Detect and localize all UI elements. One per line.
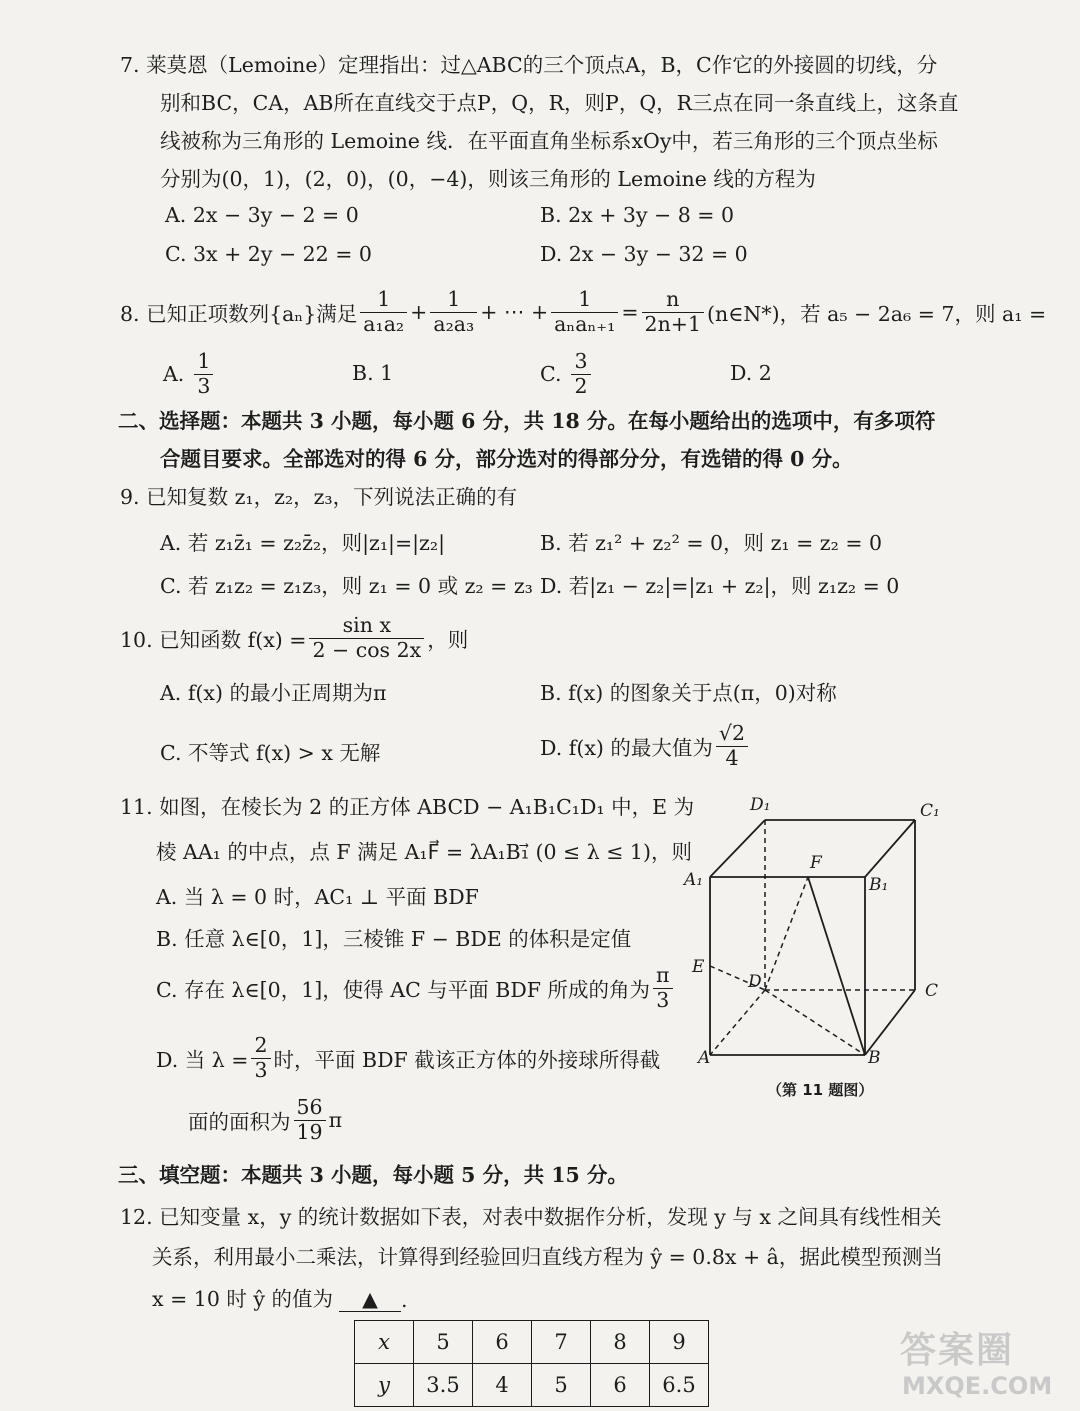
label-b: B xyxy=(868,1048,881,1068)
q10-stem xyxy=(120,608,468,668)
q10-suffix: ，则 xyxy=(427,628,469,652)
q11-d2-prefix: 面的面积为 xyxy=(188,1110,291,1134)
q11-d2-fraction xyxy=(294,1096,326,1144)
q11-c-den: 3 xyxy=(656,987,670,1012)
table-cell: 4 xyxy=(473,1364,532,1407)
q8-c-num: 3 xyxy=(571,350,590,375)
section-2-heading: 二、选择题：本题共 3 小题，每小题 6 分，共 18 分。在每小题给出的选项中，有多项符 xyxy=(118,409,936,433)
q8-a-den: 3 xyxy=(197,373,211,398)
table-row-x xyxy=(355,1321,709,1364)
watermark-logo: 答案圈 xyxy=(900,1330,1015,1371)
q8-prefix: 8. 已知正项数列{aₙ}满足 xyxy=(120,302,358,326)
q11-line-2: 棱 AA₁ 的中点，点 F 满足 A₁F⃗ = λA₁B₁⃗ (0 ≤ λ ≤ 1)，则 xyxy=(156,840,692,864)
table-cell: x xyxy=(355,1321,414,1364)
q11-option-c xyxy=(156,958,676,1018)
table-cell: 5 xyxy=(414,1321,473,1364)
label-d: D xyxy=(748,972,762,992)
q12-data-table xyxy=(354,1320,709,1407)
q8-f2-den: a₂a₃ xyxy=(433,311,475,336)
q8-c-den: 2 xyxy=(574,373,588,398)
q11-d-den: 3 xyxy=(254,1057,268,1082)
q8-option-a xyxy=(163,346,216,402)
q11-option-b: B. 任意 λ∈[0，1]，三棱锥 F − BDE 的体积是定值 xyxy=(156,927,632,951)
q8-f2-num: 1 xyxy=(430,288,477,313)
label-b1: B₁ xyxy=(869,875,889,895)
label-d1: D₁ xyxy=(750,795,771,815)
q8-option-a-label: A. xyxy=(163,362,185,386)
q7-option-b: B. 2x + 3y − 8 = 0 xyxy=(540,203,735,227)
q12-l3-suffix: . xyxy=(401,1288,408,1312)
q8-f4-den: 2n+1 xyxy=(644,311,702,336)
q8-f1-den: a₁a₂ xyxy=(363,311,405,336)
label-c1: C₁ xyxy=(920,801,940,821)
q10-d-fraction xyxy=(716,722,748,770)
q11-d2-den: 19 xyxy=(296,1119,323,1144)
q7-line-4: 分别为(0，1)，(2，0)，(0，−4)，则该三角形的 Lemoine 线的方程为 xyxy=(160,167,816,191)
q8-stem xyxy=(120,282,1046,342)
q10-num: sin x xyxy=(309,614,424,639)
table-cell: 6 xyxy=(591,1364,650,1407)
q10-option-d xyxy=(540,716,751,776)
q10-prefix: 10. 已知函数 f(x) = xyxy=(120,628,307,652)
q12-line-2: 关系，利用最小二乘法，计算得到经验回归直线方程为 ŷ = 0.8x + â，据此模型预测当 xyxy=(152,1245,943,1269)
q12-line-1: 12. 已知变量 x，y 的统计数据如下表，对表中数据作分析，发现 y 与 x 之间具有线性相关 xyxy=(120,1205,942,1229)
q11-option-d xyxy=(156,1028,660,1088)
section-3-heading: 三、填空题：本题共 3 小题，每小题 5 分，共 15 分。 xyxy=(118,1163,628,1187)
q11-c-prefix: C. 存在 λ∈[0，1]，使得 AC 与平面 BDF 所成的角为 xyxy=(156,978,651,1002)
table-row-y xyxy=(355,1364,709,1407)
q8-option-a-fraction xyxy=(194,350,213,398)
figure-caption: （第 11 题图） xyxy=(767,1081,874,1099)
q7-option-a: A. 2x − 3y − 2 = 0 xyxy=(165,203,359,227)
q9-option-c: C. 若 z₁z₂ = z₁z₃，则 z₁ = 0 或 z₂ = z₃ xyxy=(160,574,533,598)
q7-option-c: C. 3x + 2y − 22 = 0 xyxy=(165,242,372,266)
segment-d-b-hidden xyxy=(765,990,865,1055)
table-cell: 5 xyxy=(532,1364,591,1407)
q9-option-b: B. 若 z₁² + z₂² = 0，则 z₁ = z₂ = 0 xyxy=(540,531,883,555)
q8-option-c-label: C. xyxy=(540,362,562,386)
q8-f4-num: n xyxy=(642,288,704,313)
q9-option-a: A. 若 z₁z̄₁ = z₂z̄₂，则|z₁|=|z₂| xyxy=(160,531,445,555)
q8-f3-num: 1 xyxy=(551,288,618,313)
q8-option-c-fraction xyxy=(571,350,590,398)
q12-line-3 xyxy=(152,1282,408,1312)
q8-fraction-2 xyxy=(430,288,477,336)
q8-a-num: 1 xyxy=(194,350,213,375)
q10-d-num: √2 xyxy=(716,722,748,747)
q12-l3-prefix: x = 10 时 ŷ 的值为 xyxy=(152,1287,333,1311)
segment-d-f-hidden xyxy=(765,877,808,990)
q10-option-c: C. 不等式 f(x) > x 无解 xyxy=(160,741,381,765)
q8-fraction-3 xyxy=(551,288,618,336)
table-cell: 9 xyxy=(650,1321,709,1364)
q11-d-num: 2 xyxy=(251,1034,270,1059)
q11-d2-num: 56 xyxy=(294,1096,326,1121)
edge-b1-c1 xyxy=(865,820,915,877)
section-2-instructions: 合题目要求。全部选对的得 6 分，部分选对的得部分分，有选错的得 0 分。 xyxy=(160,447,853,471)
q10-den: 2 − cos 2x xyxy=(312,637,422,662)
table-cell: 3.5 xyxy=(414,1364,473,1407)
q10-option-b: B. f(x) 的图象关于点(π，0)对称 xyxy=(540,681,837,705)
q9-stem: 9. 已知复数 z₁，z₂，z₃，下列说法正确的有 xyxy=(120,485,518,509)
q7-line-3: 线被称为三角形的 Lemoine 线．在平面直角坐标系xOy中，若三角形的三个顶点坐标 xyxy=(160,129,938,153)
table-cell: y xyxy=(355,1364,414,1407)
label-a: A xyxy=(698,1048,711,1068)
q8-suffix: (n∈N*)，若 a₅ − 2a₆ = 7，则 a₁ = xyxy=(707,302,1047,326)
table-cell: 6.5 xyxy=(650,1364,709,1407)
table-cell: 7 xyxy=(532,1321,591,1364)
q8-fraction-1 xyxy=(360,288,407,336)
q9-option-d: D. 若|z₁ − z₂|=|z₁ + z₂|，则 z₁z₂ = 0 xyxy=(540,574,900,598)
q8-option-c xyxy=(540,346,594,402)
q11-option-d-cont xyxy=(188,1090,342,1150)
q11-d-fraction xyxy=(251,1034,270,1082)
q8-plus: + xyxy=(410,300,428,324)
edge-d-a-hidden xyxy=(710,990,765,1055)
q8-option-b: B. 1 xyxy=(352,361,394,385)
edge-b-c xyxy=(865,990,915,1055)
label-f: F xyxy=(810,853,822,873)
q8-f3-den: aₙaₙ₊₁ xyxy=(554,311,616,336)
label-c: C xyxy=(925,981,939,1001)
watermark-url: MXQE.COM xyxy=(902,1372,1053,1400)
q10-d-prefix: D. f(x) 的最大值为 xyxy=(540,736,713,760)
q8-f1-num: 1 xyxy=(360,288,407,313)
q7-line-2: 别和BC，CA，AB所在直线交于点P，Q，R，则P，Q，R三点在同一条直线上，这条直 xyxy=(160,91,959,115)
q10-fraction xyxy=(309,614,424,662)
edge-a1-d1 xyxy=(710,820,765,877)
q11-c-num: π xyxy=(653,964,672,989)
q10-option-a: A. f(x) 的最小正周期为π xyxy=(160,681,387,705)
q11-d-suffix: 时，平面 BDF 截该正方体的外接球所得截 xyxy=(273,1048,661,1072)
q8-fraction-4 xyxy=(642,288,704,336)
q7-line-1: 7. 莱莫恩（Lemoine）定理指出：过△ABC的三个顶点A，B，C作它的外接圆的切线，分 xyxy=(120,53,938,77)
q11-cube-figure xyxy=(670,780,960,1110)
q11-option-a: A. 当 λ = 0 时，AC₁ ⊥ 平面 BDF xyxy=(156,885,479,909)
q10-d-den: 4 xyxy=(725,745,739,770)
label-a1: A₁ xyxy=(684,870,704,890)
table-cell: 6 xyxy=(473,1321,532,1364)
label-e: E xyxy=(692,957,705,977)
table-cell: 8 xyxy=(591,1321,650,1364)
q7-option-d: D. 2x − 3y − 32 = 0 xyxy=(540,242,748,266)
q11-line-1: 11. 如图，在棱长为 2 的正方体 ABCD − A₁B₁C₁D₁ 中，E 为 xyxy=(120,795,695,819)
q11-d2-suffix: π xyxy=(328,1108,343,1132)
q8-option-d: D. 2 xyxy=(730,361,772,385)
q8-dots: + ⋯ + xyxy=(480,300,549,324)
segment-f-b xyxy=(808,877,865,1055)
answer-blank[interactable]: ▲ xyxy=(339,1287,401,1312)
q11-d-prefix: D. 当 λ = xyxy=(156,1048,249,1072)
q8-eq: = xyxy=(621,300,639,324)
